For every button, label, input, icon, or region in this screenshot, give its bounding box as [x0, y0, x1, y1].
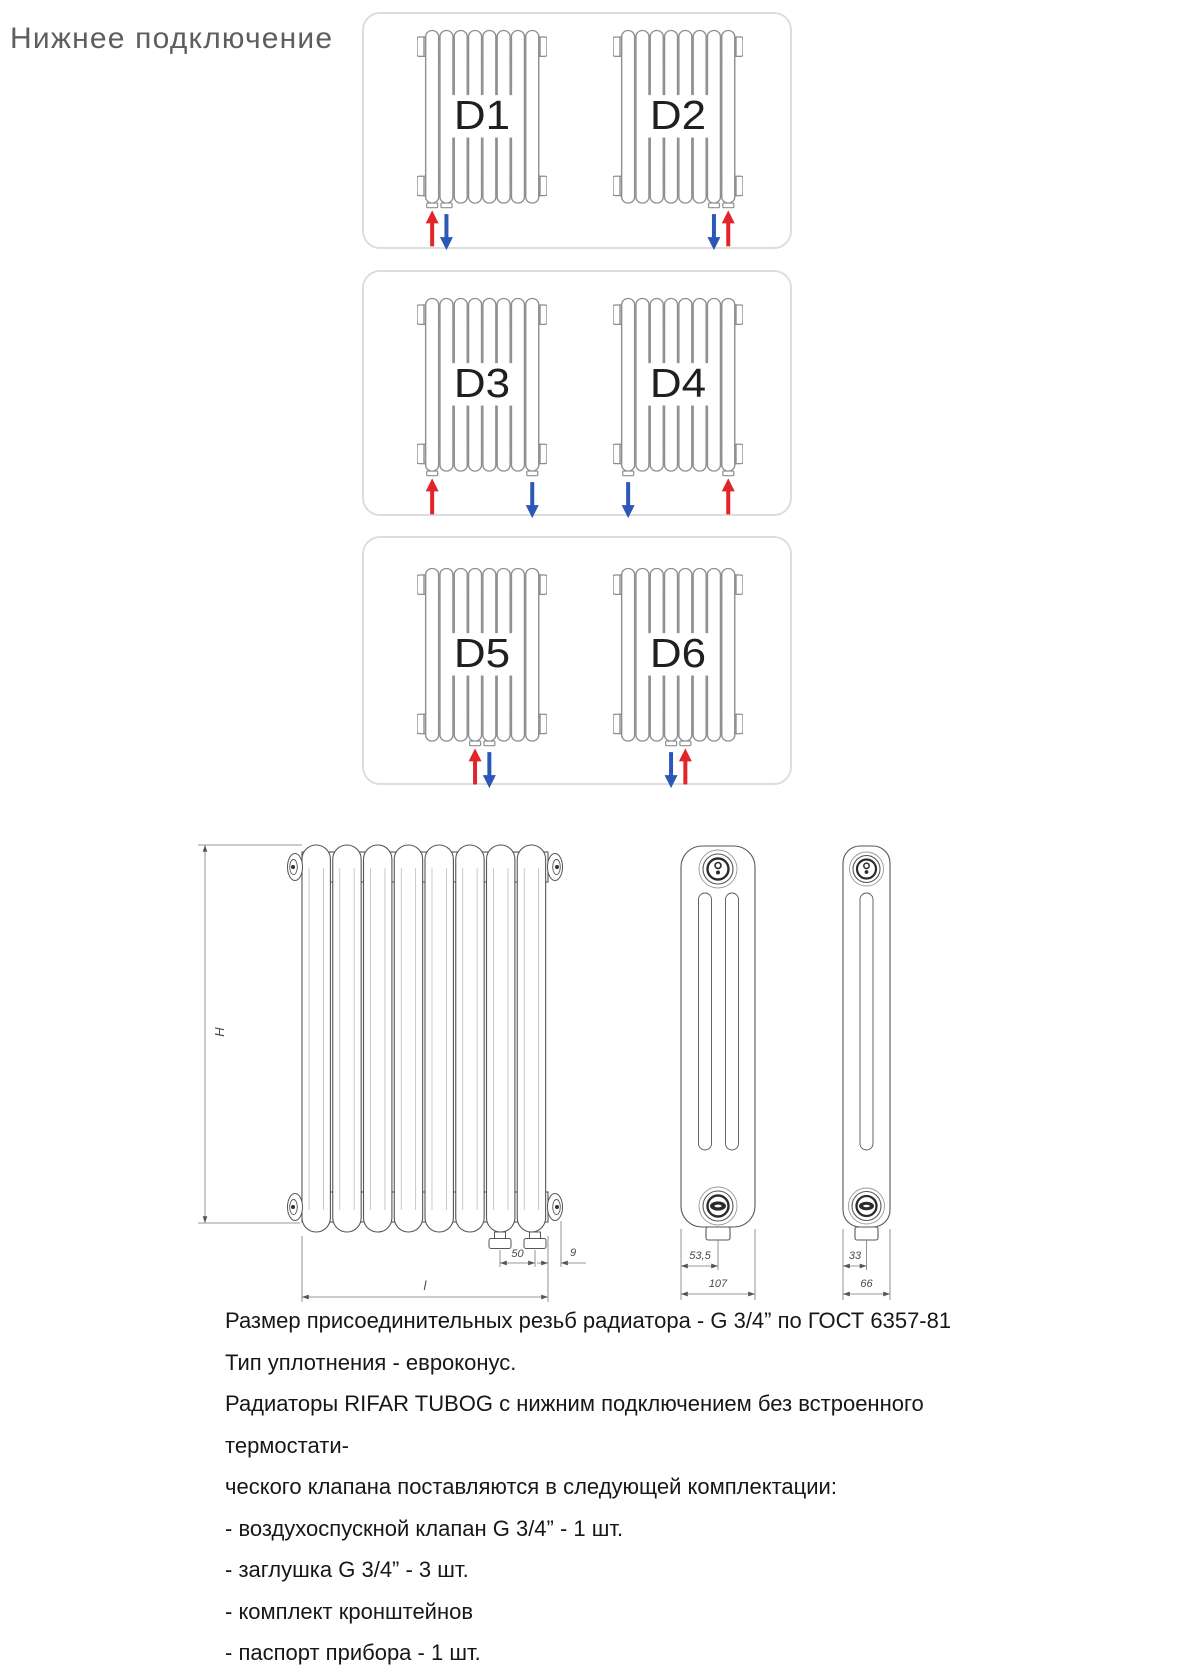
end-plug-top-right [548, 854, 563, 881]
connection-stub [470, 741, 481, 746]
radiator-tube [526, 569, 539, 741]
side-view-3col [681, 846, 755, 1240]
end-plug-top-left [288, 854, 303, 881]
diagram-label: D4 [649, 360, 707, 406]
radiator-diagram-D2 [613, 25, 743, 251]
note-line: - воздухоспускной клапан G 3/4” - 1 шт. [225, 1515, 624, 1541]
connection-stub [706, 1227, 730, 1240]
radiator-tube [622, 569, 635, 741]
note-line: - заглушка G 3/4” - 3 шт. [225, 1557, 469, 1582]
radiator-tube [722, 299, 735, 471]
connection-stub [441, 203, 452, 208]
air-valve-top [850, 852, 884, 886]
front-view-drawing [288, 845, 563, 1249]
dim-axis-offset-3col-label: 53,5 [689, 1250, 711, 1262]
return-down-arrow-icon [707, 214, 720, 250]
dim-depth-3col-label: 107 [708, 1278, 728, 1290]
connection-scheme-box-1 [362, 12, 792, 249]
supply-up-arrow-icon [679, 748, 692, 784]
end-plug-bottom-right [548, 1194, 563, 1221]
return-down-arrow-icon [440, 214, 453, 250]
plug-valve-bottom [849, 1188, 885, 1224]
page-title: Нижнее подключение [10, 22, 334, 55]
dim-valve-spacing-label: 50 [511, 1248, 524, 1260]
radiator-tube [622, 31, 635, 203]
connection-stub [527, 471, 538, 476]
side-view-2col [843, 846, 890, 1240]
radiator-tube [622, 299, 635, 471]
radiator-diagram-D5 [417, 563, 547, 789]
dim-height-label: H [212, 1027, 227, 1037]
note-line: Тип уплотнения - евроконус. [225, 1349, 517, 1375]
connection-stub [666, 741, 677, 746]
radiator-tubes [302, 845, 546, 1232]
technical-drawing [140, 820, 940, 1320]
note-line: Размер присоединительных резьб радиатора - G 3/4” по ГОСТ 6357-81 [225, 1308, 952, 1333]
return-down-arrow-icon [622, 482, 635, 518]
diagram-label: D5 [453, 630, 511, 676]
notes-block [225, 1300, 1015, 1674]
supply-up-arrow-icon [426, 210, 439, 246]
supply-up-arrow-icon [722, 210, 735, 246]
connection-stub [723, 203, 734, 208]
supply-up-arrow-icon [722, 478, 735, 514]
radiator-diagram-D3 [417, 293, 547, 519]
dim-depth-2col-label: 66 [860, 1278, 873, 1290]
return-down-arrow-icon [526, 482, 539, 518]
connection-scheme-box-2 [362, 270, 792, 516]
connection-stub [723, 471, 734, 476]
supply-up-arrow-icon [469, 748, 482, 784]
note-line: Радиаторы RIFAR TUBOG с нижним подключением без встроенного термостати- [225, 1391, 924, 1458]
radiator-diagram-D1 [417, 25, 547, 251]
dim-axis-offset-2col-label: 33 [848, 1250, 862, 1262]
diagram-label: D1 [453, 92, 511, 138]
bottom-connection-valves [489, 1232, 546, 1249]
note-line: ческого клапана поставляются в следующей комплектации: [225, 1474, 837, 1499]
dim-length-label: l [423, 1278, 427, 1293]
radiator-tube [426, 31, 439, 203]
diagram-label: D3 [453, 360, 511, 406]
radiator-diagram-D6 [613, 563, 743, 789]
connection-stub [680, 741, 691, 746]
air-valve-top [699, 850, 737, 888]
connection-stub [623, 471, 634, 476]
connection-stub [427, 203, 438, 208]
radiator-tube [722, 31, 735, 203]
dim-end-offset-label: 9 [569, 1247, 577, 1259]
radiator-tube [426, 569, 439, 741]
return-down-arrow-icon [483, 752, 496, 788]
note-line: - комплект кронштейнов [225, 1598, 474, 1624]
note-line: - паспорт прибора - 1 шт. [225, 1640, 481, 1665]
connection-stub [855, 1227, 878, 1240]
connection-stub [484, 741, 495, 746]
radiator-diagram-D4 [613, 293, 743, 519]
return-down-arrow-icon [665, 752, 678, 788]
supply-up-arrow-icon [426, 478, 439, 514]
diagram-label: D2 [649, 92, 707, 138]
connection-scheme-box-3 [362, 536, 792, 785]
radiator-tube [426, 299, 439, 471]
radiator-tube [722, 569, 735, 741]
plug-valve-bottom [699, 1187, 737, 1225]
radiator-tube [526, 299, 539, 471]
diagram-label: D6 [649, 630, 707, 676]
end-plug-bottom-left [288, 1194, 303, 1221]
connection-stub [427, 471, 438, 476]
radiator-tube [526, 31, 539, 203]
connection-stub [709, 203, 720, 208]
